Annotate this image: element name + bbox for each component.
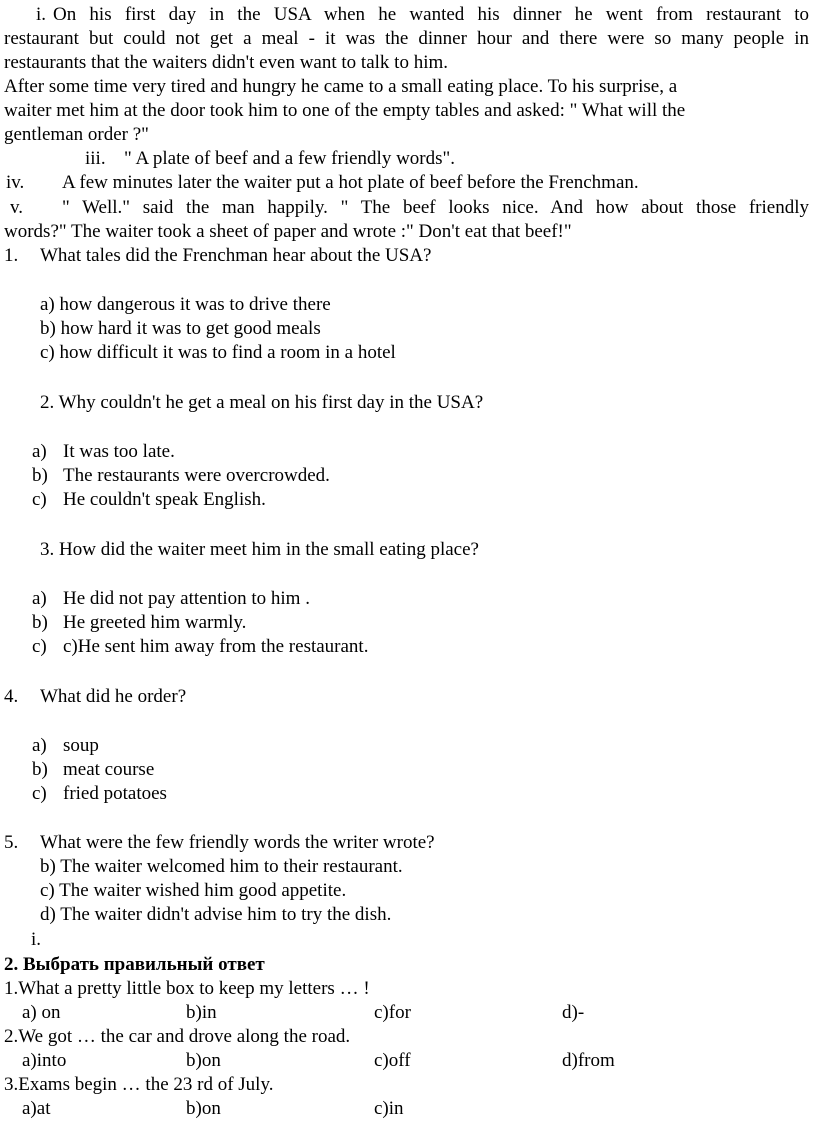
- story-p3-text: " A plate of beef and a few friendly words".: [124, 148, 456, 169]
- q5-option-c: c) The waiter wished him good appetite.: [40, 880, 347, 901]
- s2-q2-option-b: b)on: [186, 1050, 221, 1071]
- q3-option-a: He did not pay attention to him .: [63, 588, 310, 609]
- s2-q1-option-b: b)in: [186, 1002, 217, 1023]
- q2-option-b-label: b): [32, 465, 48, 486]
- q4-option-a: soup: [63, 735, 99, 756]
- story-p1-line3: restaurants that the waiters didn't even want to talk to him.: [4, 52, 449, 73]
- s2-q1-option-c: c)for: [374, 1002, 411, 1023]
- q5-option-b: b) The waiter welcomed him to their restaurant.: [40, 856, 403, 877]
- q3-option-c: c)He sent him away from the restaurant.: [63, 636, 369, 657]
- q2-option-a: It was too late.: [63, 441, 175, 462]
- q3-option-b: He greeted him warmly.: [63, 612, 247, 633]
- story-p4-text: A few minutes later the waiter put a hot plate of beef before the Frenchman.: [62, 172, 639, 193]
- s2-q3-option-a: a)at: [22, 1098, 51, 1119]
- s2-q3-option-b: b)on: [186, 1098, 221, 1119]
- s2-question-1: 1.What a pretty little box to keep my letters … !: [4, 978, 370, 999]
- story-p4-number: iv.: [6, 172, 25, 193]
- q5-option-d: d) The waiter didn't advise him to try the dish.: [40, 904, 392, 925]
- q5-text: What were the few friendly words the writer wrote?: [40, 832, 435, 853]
- q2-option-b: The restaurants were overcrowded.: [63, 465, 330, 486]
- story-p1-line1: On his first day in the USA when he wanted his dinner he went from restaurant to: [53, 4, 809, 25]
- q1-option-a: a) how dangerous it was to drive there: [40, 294, 331, 315]
- s2-q2-option-d: d)from: [562, 1050, 615, 1071]
- q1-option-c: c) how difficult it was to find a room in a hotel: [40, 342, 396, 363]
- story-p5-line2: words?" The waiter took a sheet of paper and wrote :" Don't eat that beef!": [4, 221, 572, 242]
- q4-text: What did he order?: [40, 686, 187, 707]
- q1-number: 1.: [4, 245, 19, 266]
- q1-text: What tales did the Frenchman hear about the USA?: [40, 245, 432, 266]
- q4-option-b: meat course: [63, 759, 155, 780]
- q1-option-b: b) how hard it was to get good meals: [40, 318, 321, 339]
- s2-question-3: 3.Exams begin … the 23 rd of July.: [4, 1074, 274, 1095]
- s2-q2-option-c: c)off: [374, 1050, 411, 1071]
- q4-option-b-label: b): [32, 759, 48, 780]
- story-p1-number: i.: [36, 4, 47, 25]
- q5-number: 5.: [4, 832, 19, 853]
- q4-option-c: fried potatoes: [63, 783, 167, 804]
- s2-q1-option-d: d)-: [562, 1002, 585, 1023]
- s2-question-2: 2.We got … the car and drove along the road.: [4, 1026, 351, 1047]
- q2-text: 2. Why couldn't he get a meal on his first day in the USA?: [40, 392, 484, 413]
- q4-option-a-label: a): [32, 735, 47, 756]
- section2-title: 2. Выбрать правильный ответ: [4, 954, 265, 975]
- q3-option-a-label: a): [32, 588, 47, 609]
- story-p5-number: v.: [10, 197, 24, 218]
- story-p5-line1: " Well." said the man happily. " The beef looks nice. And how about those friendly: [62, 197, 809, 218]
- s2-q1-option-a: a) on: [22, 1002, 61, 1023]
- q2-option-c: He couldn't speak English.: [63, 489, 266, 510]
- q2-option-c-label: c): [32, 489, 47, 510]
- story-p1-line2: restaurant but could not get a meal - it was the dinner hour and there were so many people in: [4, 28, 809, 49]
- q3-option-b-label: b): [32, 612, 48, 633]
- story-p3-number: iii.: [85, 148, 106, 169]
- story-p2-line2: waiter met him at the door took him to one of the empty tables and asked: " What will the: [4, 100, 686, 121]
- stray-numeral: i.: [31, 929, 42, 950]
- q2-option-a-label: a): [32, 441, 47, 462]
- story-p2-line3: gentleman order ?": [4, 124, 149, 145]
- story-p2-line1: After some time very tired and hungry he came to a small eating place. To his surprise, a: [4, 76, 678, 97]
- q4-number: 4.: [4, 686, 19, 707]
- s2-q2-option-a: a)into: [22, 1050, 67, 1071]
- q3-option-c-label: c): [32, 636, 47, 657]
- s2-q3-option-c: c)in: [374, 1098, 404, 1119]
- q3-text: 3. How did the waiter meet him in the small eating place?: [40, 539, 479, 560]
- q4-option-c-label: c): [32, 783, 47, 804]
